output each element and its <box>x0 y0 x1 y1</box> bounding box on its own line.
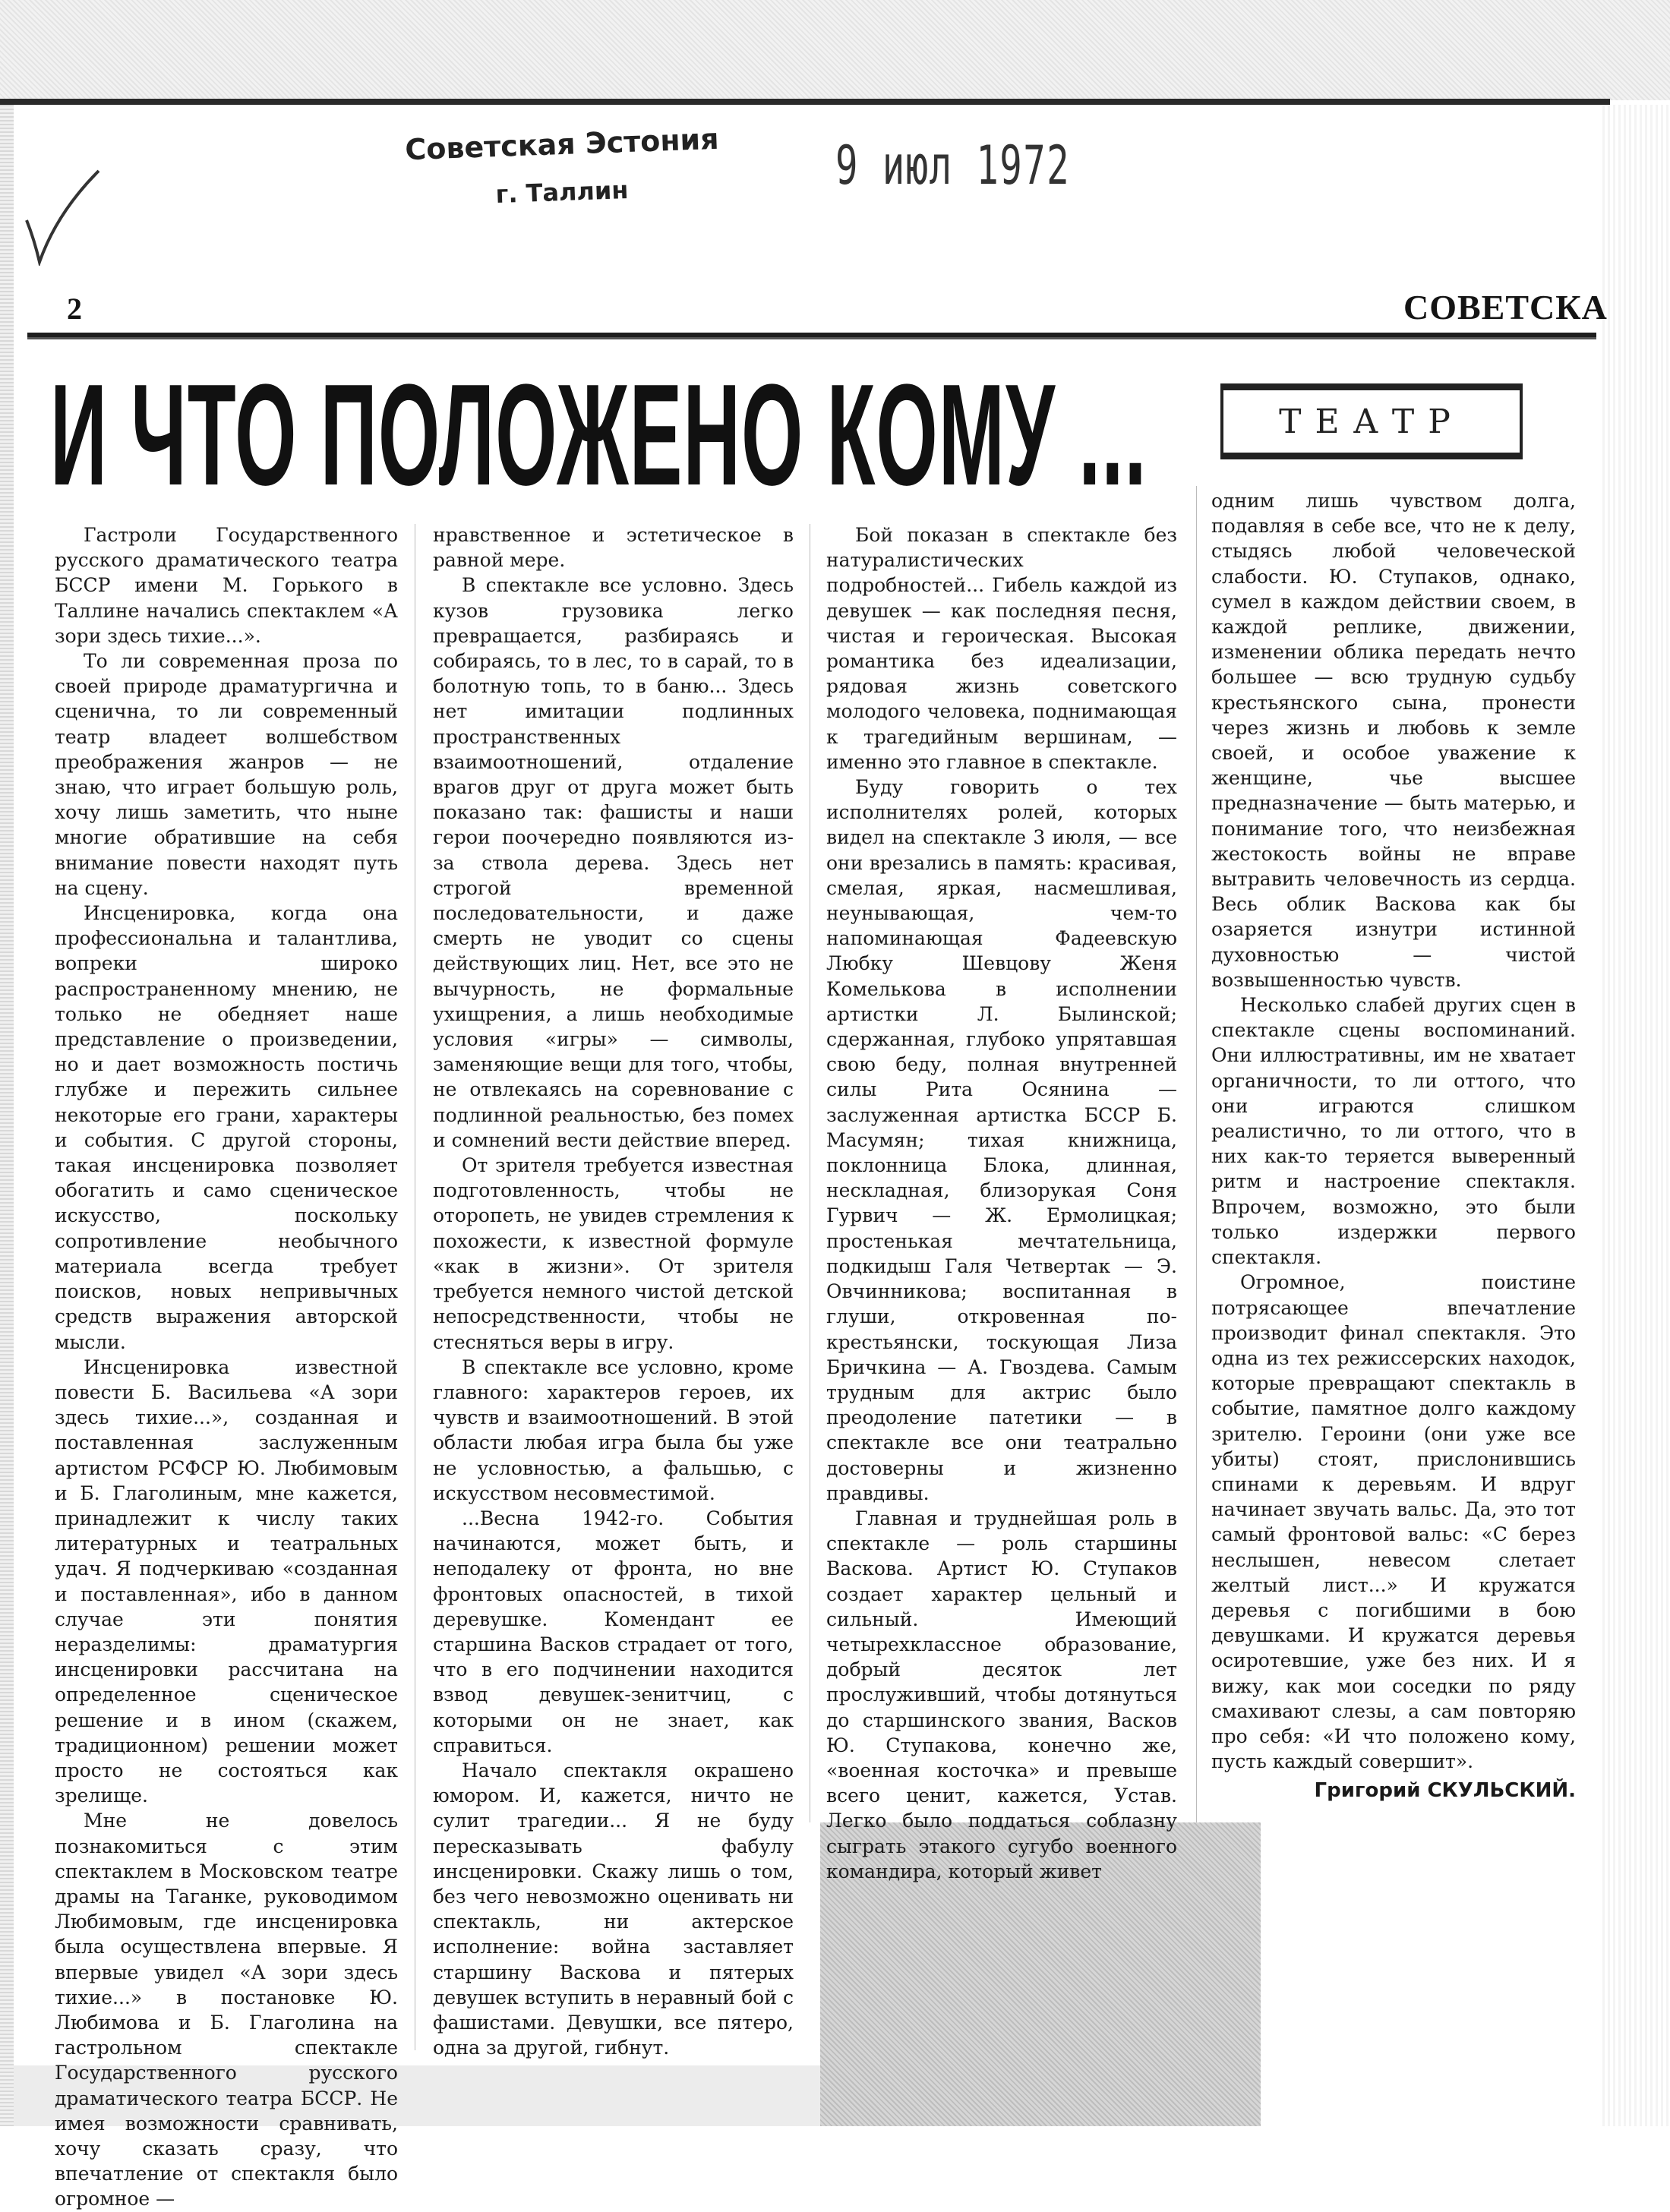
article-column-1 <box>55 522 398 2212</box>
top-border-line <box>0 99 1610 105</box>
article-paragraph: нравственное и эстетическое в равной мере. <box>433 524 794 572</box>
source-newspaper-name: Советская Эстония <box>404 121 720 167</box>
article-paragraph: В спектакле все условно, кроме главного: характеров героев, их чувств и взаимоотношений. В этой области любая игра была бы уже не условностью, а фальшью, с искусством несовместимой. <box>433 1355 794 1504</box>
article-paragraph: Буду говорить о тех исполнителях ролей, которых видел на спектакле 3 июля, — все они врезались в память: красивая, смелая, яркая, насмешливая, неунывающая, чем-то напоминающая Фадеевскую Любку Шевцову Женя Комелькова в исполнении артистки Л. Былинской; сдержанная, глубоко упрятавшая свою беду, полная внутренней силы Рита Осянина — заслуженная артистка БССР Б. Масумян; тихая книжница, поклонница Блока, длинная, нескладная, близорукая Соня Гурвич — Ж. Ермолицкая; простенькая мечтательница, подкидыш Галя Четвертак — Э. Овчинникова; воспитанная в глуши, откровенная по-крестьянски, тоскующая Лиза Бричкина — А. Гвоздева. Самым трудным для актрис было преодоление патетики — в спектакле все они театрально достоверны и жизненно правдивы. <box>826 776 1177 1504</box>
masthead-fragment: СОВЕТСКА <box>1403 288 1608 327</box>
rubric-box <box>1220 383 1523 459</box>
article-paragraph: Инсценировка, когда она профессиональна и талантлива, вопреки широко распространенному мнению, не только не обедняет наше представление о произведении, но и дает возможность постичь глубже и пережить сильнее некоторые его грани, характеры и события. С другой стороны, такая инсценировка позволяет обогатить и само сценическое искусство, поскольку сопротивление необычного материала всегда требует поисков, новых непривычных средств выражения авторской мысли. <box>55 902 398 1353</box>
article-column-4 <box>1211 488 1576 1804</box>
page-number: 2 <box>67 292 82 326</box>
source-city: г. Таллин <box>494 175 630 210</box>
article-paragraph: одним лишь чувством долга, подавляя в себе все, что не к делу, стыдясь любой человеческой слабости. Ю. Ступаков, однако, сумел в каждом действии своем, в каждой реплике, движении, изменении облика передать нечто большее — всю трудную судьбу крестьянского сына, пронести через жизнь и любовь к земле своей, и особое уважение к женщине, чье высшее предназначение — быть матерью, и понимание того, что неизбежная жестокость войны не вправе вытравить человечность из сердца. Весь облик Васкова как бы озаряется изнутри истинной духовностью — чистой возвышенностью чувств. <box>1211 490 1576 991</box>
article-column-3 <box>826 522 1177 1884</box>
scan-edge-left <box>0 105 14 2126</box>
author-signature: Григорий СКУЛЬСКИЙ. <box>1314 1779 1576 1803</box>
article-paragraph: Инсценировка известной повести Б. Васильева «А зори здесь тихие...», созданная и поставленная заслуженным артистом РСФСР Ю. Любимовым и Б. Глаголиным, мне кажется, принадлежит к числу таких литературных и театральных удач. Я подчеркиваю «созданная и поставленная», ибо в данном случае эти понятия неразделимы: драматургия инсценировки рассчитана на определенное сценическое решение и в ином (скажем, традиционном) решении может просто не состояться как зрелище. <box>55 1355 398 1807</box>
article-paragraph: Начало спектакля окрашено юмором. И, кажется, ничто не сулит трагедии... Я не буду пересказывать фабулу инсценировки. Скажу лишь о том, без чего невозможно оценивать ни спектакль, ни актерское исполнение: война заставляет старшину Васкова и пятерых девушек вступить в неравный бой с фашистами. Девушки, все пятеро, одна за другой, гибнут. <box>433 1759 794 2059</box>
article-paragraph: Главная и труднейшая роль в спектакле — роль старшины Васкова. Артист Ю. Ступаков создает характер цельный и сильный. Имеющий четырехклассное образование, добрый десяток лет прослуживший, чтобы дотянуться до старшинского звания, Васков Ю. Ступакова, конечно же, «военная косточка» и превыше всего ценит, кажется, Устав. Легко было поддаться соблазну сыграть этакого сугубо военного командира, который живет <box>826 1507 1177 1882</box>
article-paragraph: Бой показан в спектакле без натуралистических подробностей... Гибель каждой из девушек — как последняя песня, чистая и героическая. Высокая романтика без идеализации, рядовая жизнь советского молодого человека, поднимающая к трагедийным вершинам, — именно это главное в спектакле. <box>826 524 1177 773</box>
column-divider <box>1196 486 1197 1822</box>
scan-background-top <box>0 0 1670 100</box>
header-rule <box>27 333 1596 339</box>
article-title: И ЧТО ПОЛОЖЕНО КОМУ ... <box>50 355 1148 516</box>
article-paragraph: Гастроли Государственного русского драматического театра БССР имени М. Горького в Таллине начались спектаклем «А зори здесь тихие...». <box>55 524 398 647</box>
article-paragraph: ...Весна 1942-го. События начинаются, может быть, и неподалеку от фронта, но вне фронтовых опасностей, в тихой деревушке. Комендант ее старшина Васков страдает от того, что в его подчинении находится взвод девушек-зенитчиц, с которыми он не знает, как справиться. <box>433 1507 794 1756</box>
article-paragraph: Несколько слабей других сцен в спектакле сцены воспоминаний. Они иллюстративны, им не хватает органичности, то ли оттого, что они играются слишком реалистично, то ли оттого, что в них как-то теряется выверенный ритм и настроение спектакля. Впрочем, возможно, это были только издержки первого спектакля. <box>1211 994 1576 1269</box>
article-paragraph: Мне не довелось познакомиться с этим спектаклем в Московском театре драмы на Таганке, руководимом Любимовым, где инсценировка была осуществлена впервые. Я впервые увидел «А зори здесь тихие...» в постановке Ю. Любимова и Б. Глаголина на гастрольном спектакле Государственного русского драматического театра БССР. Не имея возможности сравнивать, хочу сказать сразу, что впечатление от спектакля было огромное — <box>55 1810 398 2210</box>
article-paragraph: Огромное, поистине потрясающее впечатление производит финал спектакля. Это одна из тех режиссерских находок, которые превращают спектакль в событие, памятное долго каждому зрителю. Героини (они уже все убиты) стоят, прислонившись спинами к деревьям. И вдруг начинает звучать вальс. Да, это тот самый фронтовой вальс: «С берез неслышен, невесом слетает желтый лист...» И кружатся деревья с погибшими в бою девушками. И кружатся деревья осиротевшие, уже без них. И я вижу, как мои соседки по ряду смахивают слезы, а сам повторяю про себя: «И что положено кому, пусть каждый совершит». <box>1211 1271 1576 1773</box>
rubric-label: ТЕАТР <box>1279 402 1464 441</box>
article-paragraph: От зрителя требуется известная подготовленность, чтобы не оторопеть, не увидев стремления к похожести, к известной формуле «как в жизни». От зрителя требуется немного чистой детской непосредственности, чтобы не стесняться веры в игру. <box>433 1154 794 1353</box>
date-stamp: 9 июл 1972 <box>835 134 1071 197</box>
article-column-2 <box>433 522 794 2060</box>
article-paragraph: В спектакле все условно. Здесь кузов грузовика легко превращается, разбираясь и собираясь, то в лес, то в сарай, то в болотную топь, то в баню... Здесь нет имитации подлинных пространственных взаимоотношений, отдаление врагов друг от друга может быть показано так: фашисты и наши герои поочередно появляются из-за ствола дерева. Здесь нет строгой временной последовательности, и даже смерть не уводит со сцены действующих лиц. Нет, все это не вычурность, не формальные ухищрения, а лишь необходимые условия «игры» — символы, заменяющие вещи для того, чтобы, не отвлекаясь на соревнование с подлинной реальностью, без помех и сомнений вести действие вперед. <box>433 574 794 1151</box>
article-paragraph: То ли современная проза по своей природе драматургична и сценична, то ли современный театр владеет волшебством преображения жанров — не знаю, что играет большую роль, хочу лишь заметить, что ныне многие обратившие на себя внимание повести находят путь на сцену. <box>55 650 398 899</box>
checkmark-icon <box>23 167 106 266</box>
scan-edge-right <box>1602 105 1670 2126</box>
